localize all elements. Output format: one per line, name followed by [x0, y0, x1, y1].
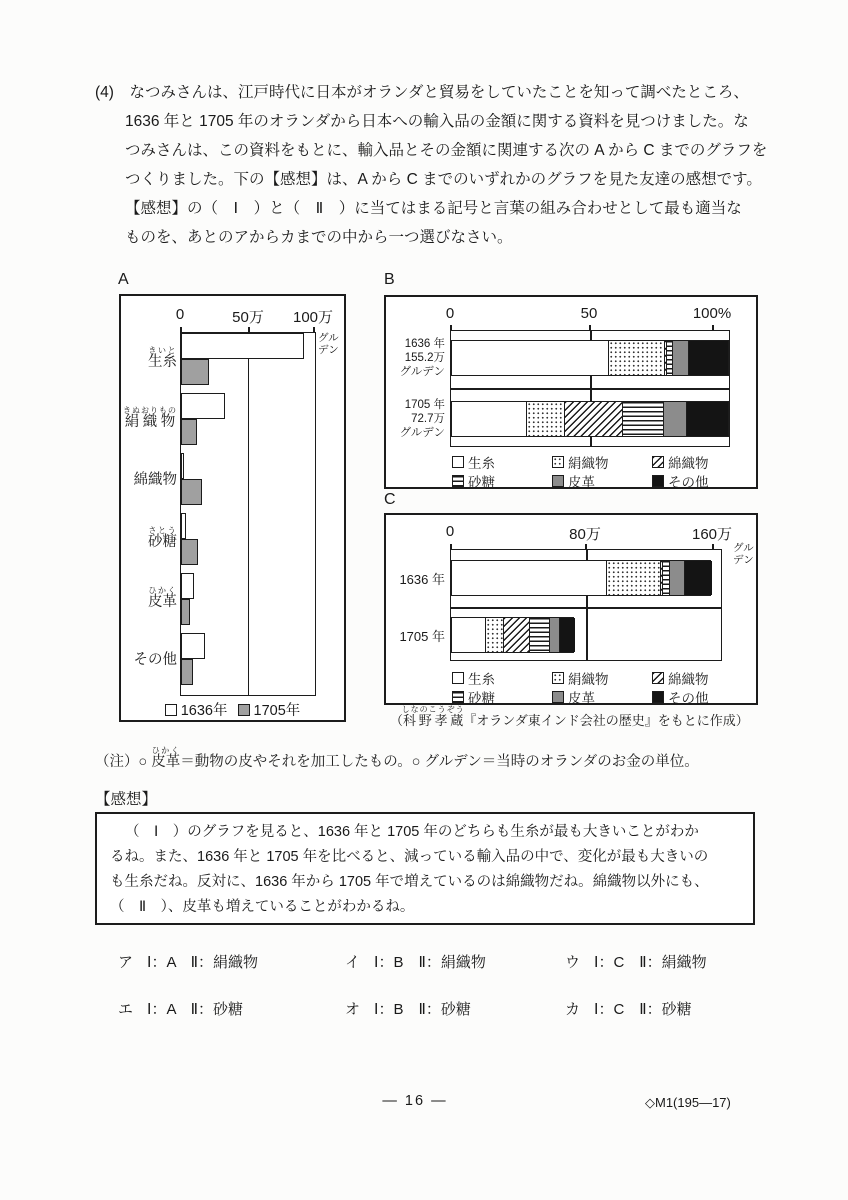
row-label-line: 1705 年	[404, 399, 445, 411]
legend-label: 1636年	[180, 703, 228, 719]
legend-item	[452, 668, 552, 688]
row-label: 1705 年	[399, 629, 445, 644]
legend-item	[165, 699, 228, 720]
segment-その他	[685, 561, 712, 595]
option-key: オ	[345, 1001, 361, 1018]
chart-c-label: C	[384, 491, 396, 508]
bar-1636年	[181, 513, 186, 539]
row-label-line: 1636 年	[404, 338, 445, 350]
option-i	[345, 951, 565, 972]
option-text: Ⅰ：A Ⅱ：砂糖	[147, 1001, 244, 1018]
axis-tick-label: 50万	[232, 309, 264, 326]
axis-tick-label: 160万	[691, 526, 733, 543]
legend-key-dots	[552, 456, 564, 468]
legend-label: 綿織物	[668, 455, 709, 471]
legend-item	[452, 471, 552, 491]
chart-c-plot	[450, 549, 722, 661]
note-prefix: （注）○	[95, 754, 152, 770]
category-ruby: 皮革ひかく	[148, 585, 177, 610]
bar-1636年	[181, 573, 194, 599]
question-line: 【感想】の（ Ⅰ ）と（ Ⅱ ）に当てはまる記号と言葉の組み合わせとして最も適当な	[125, 200, 742, 217]
legend-label: 砂糖	[468, 690, 495, 706]
option-a	[118, 951, 345, 972]
option-text: Ⅰ：B Ⅱ：絹織物	[374, 954, 486, 971]
category-label	[123, 336, 177, 380]
category-label	[123, 516, 177, 560]
chart-b-plot	[450, 330, 730, 447]
bar-1636年	[181, 453, 184, 479]
source-attribution	[390, 705, 762, 729]
legend-item	[238, 699, 301, 720]
option-key: ア	[118, 954, 134, 971]
question-line: ものを、あとのアからカまでの中から一つ選びなさい。	[125, 229, 513, 246]
axis-tick-label: 80万	[569, 526, 601, 543]
category-ruby: 生糸きいと	[148, 345, 177, 370]
legend-label: その他	[668, 690, 709, 706]
segment-綿織物	[565, 402, 623, 436]
legend-label: その他	[668, 474, 709, 490]
bar-1705年	[181, 599, 190, 625]
legend-key-dots	[552, 672, 564, 684]
chart-b	[384, 295, 758, 489]
source-author-ruby: 科野孝蔵しなのこうぞう	[401, 705, 465, 728]
option-key: イ	[345, 954, 361, 971]
legend-key-gray	[552, 475, 564, 487]
question-line: つみさんは、この資料をもとに、輸入品とその金額に関連する次の A から C までのグラフを	[125, 142, 768, 159]
legend-key-hlines	[452, 691, 464, 703]
axis-tick-label: 100万	[292, 309, 334, 326]
kansou-line: （ Ⅰ ）のグラフを見ると、1636 年と 1705 年のどちらも生糸が最も大きいことがわか	[125, 824, 699, 840]
kansou-line: るね。また、1636 年と 1705 年を比べると、減っている輸入品の中で、変化が最も大きいの	[110, 849, 709, 865]
page-number: — 16 —	[382, 1093, 448, 1109]
option-u	[565, 951, 778, 972]
note-suffix: ＝動物の皮やそれを加工したもの。○ グルデン＝当時のオランダのお金の単位。	[180, 754, 699, 770]
chart-a-label: A	[118, 271, 129, 288]
legend-key-plain	[452, 672, 464, 684]
option-text: Ⅰ：C Ⅱ：砂糖	[594, 1001, 692, 1018]
question-line: 1636 年と 1705 年のオランダから日本への輸入品の金額に関する資料を見つけました。な	[125, 113, 749, 130]
legend-key	[238, 704, 250, 716]
segment-その他	[687, 402, 728, 436]
segment-綿織物	[504, 618, 529, 652]
note-line	[95, 746, 795, 771]
option-key: ウ	[565, 954, 581, 971]
axis-tick-mark	[585, 544, 587, 549]
row-label-line: 155.2万	[404, 352, 445, 364]
option-key: エ	[118, 1001, 134, 1018]
axis-tick-mark	[248, 327, 250, 332]
axis-tick-label: 0	[445, 523, 455, 540]
segment-その他	[689, 341, 728, 375]
legend-label: 絹織物	[568, 455, 609, 471]
kansou-box	[95, 812, 755, 925]
chart-legend	[452, 452, 756, 490]
note-ruby: 皮革ひかく	[151, 746, 181, 770]
row-label-line: 72.7万	[411, 413, 445, 425]
legend-item	[552, 668, 652, 688]
segment-皮革	[673, 341, 690, 375]
segment-生糸	[452, 618, 486, 652]
question-line: (4) なつみさんは、江戸時代に日本がオランダと貿易をしていたことを知って調べたところ、	[95, 84, 749, 101]
kansou-line: （ Ⅱ ）、皮革も増えていることがわかるね。	[110, 899, 415, 915]
axis-tick-label: 0	[445, 305, 455, 322]
axis-unit-label	[733, 542, 754, 566]
segment-皮革	[670, 561, 685, 595]
legend-item	[652, 452, 756, 472]
segment-生糸	[452, 341, 609, 375]
legend-item	[452, 687, 552, 707]
legend-key-black	[652, 475, 664, 487]
bar-1636年	[181, 633, 205, 659]
axis-tick-mark	[450, 544, 452, 549]
option-text: Ⅰ：B Ⅱ：砂糖	[374, 1001, 471, 1018]
legend-label: 絹織物	[568, 671, 609, 687]
bar-1636年	[181, 333, 304, 359]
segment-砂糖	[530, 618, 550, 652]
category-label: 綿織物	[133, 471, 177, 488]
document-code: ◇M1(195—17)	[645, 1095, 731, 1110]
legend-label: 砂糖	[468, 474, 495, 490]
legend-item	[652, 471, 756, 491]
segment-砂糖	[623, 402, 664, 436]
option-o	[345, 998, 565, 1019]
row-label: 1636 年	[399, 572, 445, 587]
category-label	[123, 576, 177, 620]
segment-その他	[560, 618, 575, 652]
unit-line: グル	[318, 332, 339, 344]
axis-tick-mark	[712, 325, 714, 330]
chart-a-plot	[180, 332, 316, 696]
kansou-label: 【感想】	[95, 791, 158, 808]
segment-生糸	[452, 402, 527, 436]
category-ruby: 砂糖さとう	[148, 525, 177, 550]
segment-絹織物	[609, 341, 664, 375]
bar-1705年	[181, 479, 202, 505]
legend-item	[552, 452, 652, 472]
legend-key-diag	[652, 672, 664, 684]
chart-legend	[452, 668, 756, 706]
axis-tick-label: 0	[175, 306, 185, 323]
chart-a	[119, 294, 346, 722]
legend-label: 1705年	[253, 703, 301, 719]
legend-item	[652, 687, 756, 707]
legend-key-gray	[552, 691, 564, 703]
segment-生糸	[452, 561, 607, 595]
source-prefix: （	[390, 713, 404, 728]
bar-1705年	[181, 539, 198, 565]
option-ka	[565, 998, 778, 1019]
option-text: Ⅰ：C Ⅱ：絹織物	[594, 954, 707, 971]
row-divider	[451, 388, 729, 390]
gridline	[248, 333, 250, 695]
stacked-bar	[451, 560, 711, 596]
segment-絹織物	[486, 618, 505, 652]
axis-tick-label: 100%	[692, 305, 732, 322]
legend-label: 生糸	[468, 455, 495, 471]
legend-label: 綿織物	[668, 671, 709, 687]
legend-key	[165, 704, 177, 716]
axis-tick-mark	[450, 325, 452, 330]
legend-label: 皮革	[568, 474, 595, 490]
segment-皮革	[664, 402, 686, 436]
axis-tick-mark	[712, 544, 714, 549]
bar-1705年	[181, 419, 197, 445]
legend-label: 皮革	[568, 690, 595, 706]
unit-line: グル	[733, 542, 754, 554]
axis-tick-mark	[180, 327, 182, 332]
row-label	[388, 337, 445, 379]
unit-line: デン	[733, 554, 754, 566]
row-label-line: グルデン	[399, 427, 445, 439]
category-ruby: 絹織物きぬおりもの	[123, 405, 177, 430]
bar-1705年	[181, 359, 209, 385]
legend-key-diag	[652, 456, 664, 468]
segment-絹織物	[607, 561, 661, 595]
row-divider	[451, 607, 721, 609]
segment-皮革	[550, 618, 560, 652]
kansou-line: も生糸だね。反対に、1636 年から 1705 年で増えているのは綿織物だね。綿織物以外にも、	[110, 874, 709, 890]
legend-item	[552, 471, 652, 491]
legend-key-hlines	[452, 475, 464, 487]
category-label: その他	[133, 651, 177, 668]
stacked-bar	[451, 401, 729, 437]
axis-tick-label: 50	[580, 305, 598, 322]
option-text: Ⅰ：A Ⅱ：絹織物	[147, 954, 259, 971]
legend-item	[652, 668, 756, 688]
axis-tick-mark	[589, 325, 591, 330]
answer-options	[118, 951, 778, 1019]
axis-unit-label	[318, 332, 339, 356]
segment-絹織物	[527, 402, 566, 436]
stacked-bar	[451, 617, 574, 653]
stacked-bar	[451, 340, 729, 376]
question-line: つくりました。下の【感想】は、A から C までのいずれかのグラフを見た友達の感想です。	[125, 171, 762, 188]
question-text	[95, 78, 785, 252]
legend-key-black	[652, 691, 664, 703]
row-label	[388, 398, 445, 440]
axis-tick-mark	[313, 327, 315, 332]
legend-key-plain	[452, 456, 464, 468]
chart-a-legend	[121, 699, 344, 720]
option-e	[118, 998, 345, 1019]
legend-item	[552, 687, 652, 707]
row-label-line: グルデン	[399, 366, 445, 378]
bar-1636年	[181, 393, 225, 419]
category-label	[123, 396, 177, 440]
chart-b-label: B	[384, 271, 395, 288]
legend-label: 生糸	[468, 671, 495, 687]
segment-砂糖	[663, 561, 670, 595]
unit-line: デン	[318, 344, 339, 356]
chart-c	[384, 513, 758, 705]
legend-item	[452, 452, 552, 472]
bar-1705年	[181, 659, 193, 685]
option-key: カ	[565, 1001, 581, 1018]
source-suffix: 『オランダ東インド会社の歴史』をもとに作成）	[463, 713, 749, 728]
